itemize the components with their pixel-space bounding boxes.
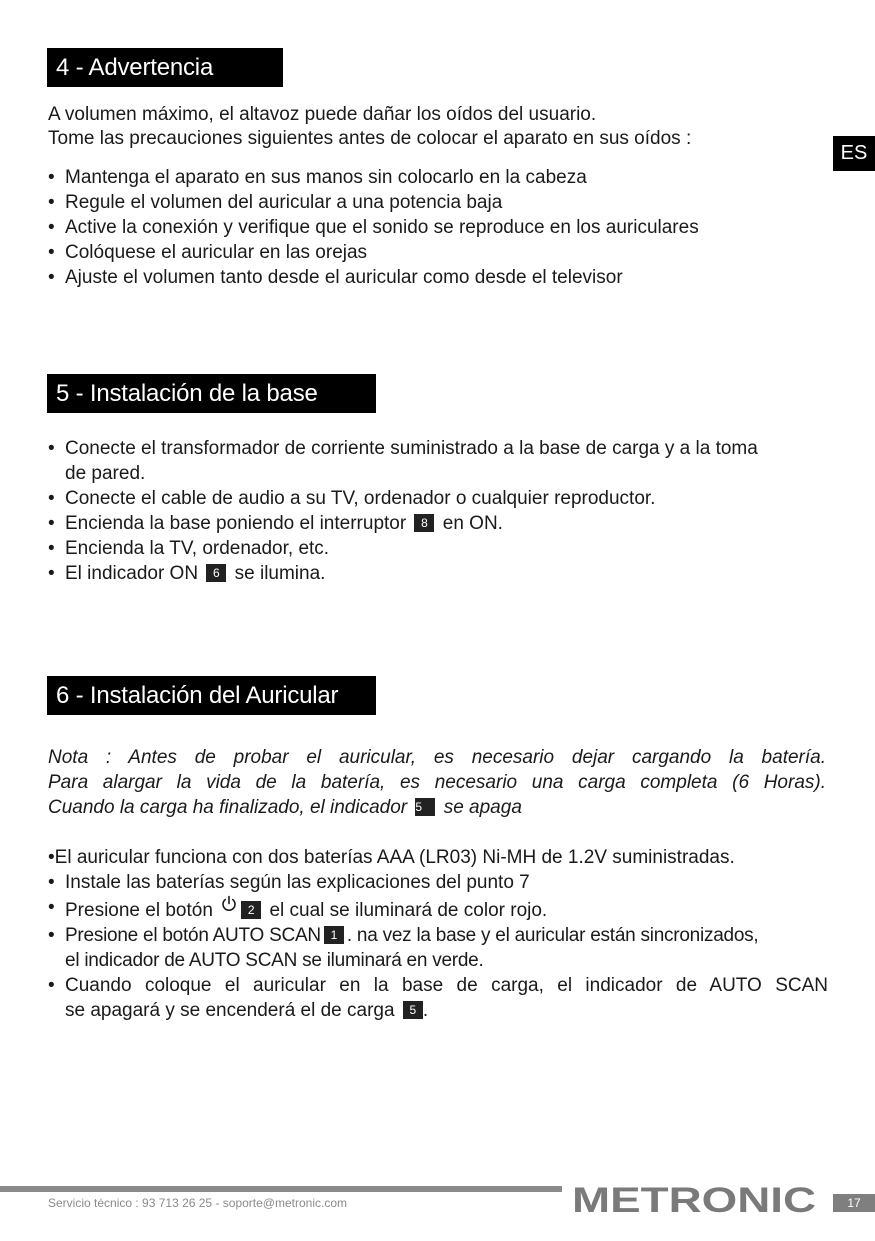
base-installation-list (48, 436, 828, 586)
footer-divider (0, 1186, 562, 1192)
charging-note: Nota : Antes de probar el auricular, es necesario dejar cargando la batería. Para alargar la vida de la batería, es necesario una carga completa (6 Horas). Cuando la carga ha finalizado, el indicador 5 se apaga (48, 747, 826, 818)
list-item: • Regule el volumen del auricular a una potencia baja (48, 192, 503, 213)
list-item: • Cuando coloque el auricular en la base de carga, el indicador de AUTO SCAN se apagará y se encenderá el de carga 5 . (48, 975, 828, 1021)
list-item: • Colóquese el auricular en las orejas (48, 242, 368, 263)
switch-number-badge: 8 (414, 514, 434, 532)
warning-intro-line-2: Tome las precauciones siguientes antes de colocar el aparato en sus oídos : (48, 128, 692, 149)
auto-scan-number-badge: 1 (324, 926, 344, 944)
section-6-heading: 6 - Instalación del Auricular (47, 676, 376, 715)
page-number: 17 (833, 1194, 875, 1212)
list-item: • Active la conexión y verifique que el sonido se reproduce en los auriculares (48, 217, 699, 238)
brand-wordmark: METRONIC (572, 1183, 816, 1217)
language-tab: ES (833, 136, 875, 171)
list-item: • Ajuste el volumen tanto desde el auricular como desde el televisor (48, 267, 623, 288)
power-button-number-badge: 2 (241, 901, 261, 919)
power-icon (220, 895, 238, 913)
warning-precautions-list (48, 165, 828, 290)
list-item: • Mantenga el aparato en sus manos sin colocarlo en la cabeza (48, 167, 587, 188)
warning-intro-line-1: A volumen máximo, el altavoz puede dañar los oídos del usuario. (48, 104, 597, 125)
list-item: • El indicador ON 6 se ilumina. (48, 563, 326, 584)
metronic-logo (570, 1183, 818, 1217)
section-4-heading: 4 - Advertencia (47, 48, 283, 87)
charge-indicator-number-badge: 5 (403, 1001, 423, 1019)
section-5-heading: 5 - Instalación de la base (47, 374, 376, 413)
list-item: • Conecte el transformador de corriente suministrado a la base de carga y a la toma de pared. (48, 438, 758, 484)
list-item: • Instale las baterías según las explicaciones del punto 7 (48, 872, 530, 893)
charge-indicator-number-badge: 5 (415, 798, 435, 816)
battery-info: •El auricular funciona con dos baterías AAA (LR03) Ni-MH de 1.2V suministradas. (48, 847, 735, 868)
support-contact: Servicio técnico : 93 713 26 25 - soporte@metronic.com (48, 1196, 347, 1210)
list-item: • Presione el botón AUTO SCAN 1 . na vez la base y el auricular están sincronizados, el indicador de AUTO SCAN se iluminará en verde. (48, 925, 759, 971)
on-indicator-number-badge: 6 (206, 564, 226, 582)
list-item: • Presione el botón 2 el cual se iluminará de color rojo. (48, 897, 548, 921)
headset-installation-list (48, 870, 828, 1023)
list-item: • Encienda la base poniendo el interruptor 8 en ON. (48, 513, 503, 534)
warning-intro (48, 103, 828, 151)
list-item: • Encienda la TV, ordenador, etc. (48, 538, 330, 559)
list-item: • Conecte el cable de audio a su TV, ordenador o cualquier reproductor. (48, 488, 656, 509)
